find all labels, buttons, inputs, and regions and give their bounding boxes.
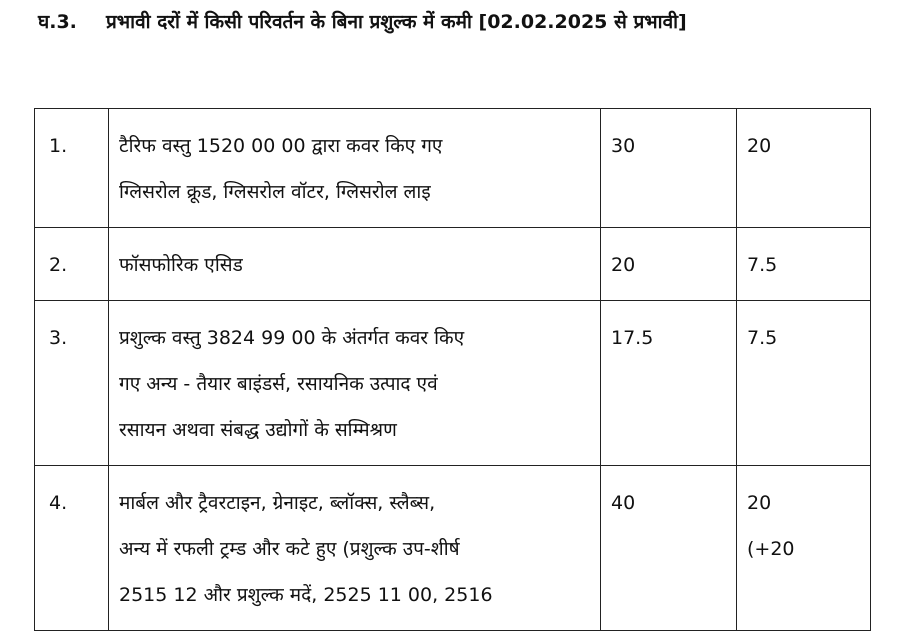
- serial-number: 2.: [35, 228, 109, 301]
- existing-rate: 30: [601, 109, 737, 228]
- serial-number: 4.: [35, 466, 109, 631]
- existing-rate: 40: [601, 466, 737, 631]
- revised-rate: [737, 228, 871, 301]
- serial-number: 3.: [35, 301, 109, 466]
- table-row: [35, 109, 871, 228]
- table-row: [35, 301, 871, 466]
- revised-rate-line: 20: [747, 492, 772, 514]
- item-description: [109, 228, 601, 301]
- revised-rate-line: (+20: [747, 538, 795, 560]
- item-description: [109, 301, 601, 466]
- revised-rate-line: 20: [747, 135, 772, 157]
- section-heading: [38, 8, 893, 34]
- tariff-table: [34, 108, 871, 631]
- existing-rate: 20: [601, 228, 737, 301]
- item-description: [109, 109, 601, 228]
- description-line: फॉसफोरिक एसिड: [119, 254, 243, 276]
- description-line: प्रशुल्क वस्तु 3824 99 00 के अंतर्गत कवर किए: [119, 327, 465, 349]
- description-line: मार्बल और ट्रैवरटाइन, ग्रेनाइट, ब्लॉक्स, स्लैब्स,: [119, 492, 436, 514]
- description-line: अन्य में रफली ट्रम्ड और कटे हुए (प्रशुल्क उप-शीर्ष: [119, 538, 460, 560]
- description-line: 2515 12 और प्रशुल्क मदें, 2525 11 00, 2516: [119, 584, 493, 606]
- section-number: घ.3.: [38, 11, 77, 33]
- table-row: [35, 228, 871, 301]
- serial-number: 1.: [35, 109, 109, 228]
- description-line: गए अन्य - तैयार बाइंडर्स, रसायनिक उत्पाद एवं: [119, 373, 438, 395]
- revised-rate-line: 7.5: [747, 327, 778, 349]
- description-line: टैरिफ वस्तु 1520 00 00 द्वारा कवर किए गए: [119, 135, 443, 157]
- revised-rate-line: 7.5: [747, 254, 778, 276]
- description-line: ग्लिसरोल क्रूड, ग्लिसरोल वॉटर, ग्लिसरोल लाइ: [119, 181, 431, 203]
- existing-rate: 17.5: [601, 301, 737, 466]
- item-description: [109, 466, 601, 631]
- section-title: प्रभावी दरों में किसी परिवर्तन के बिना प्रशुल्क में कमी [02.02.2025 से प्रभावी]: [106, 11, 687, 33]
- table-row: [35, 466, 871, 631]
- revised-rate: [737, 301, 871, 466]
- revised-rate: [737, 109, 871, 228]
- description-line: रसायन अथवा संबद्ध उद्योगों के सम्मिश्रण: [119, 419, 397, 441]
- revised-rate: [737, 466, 871, 631]
